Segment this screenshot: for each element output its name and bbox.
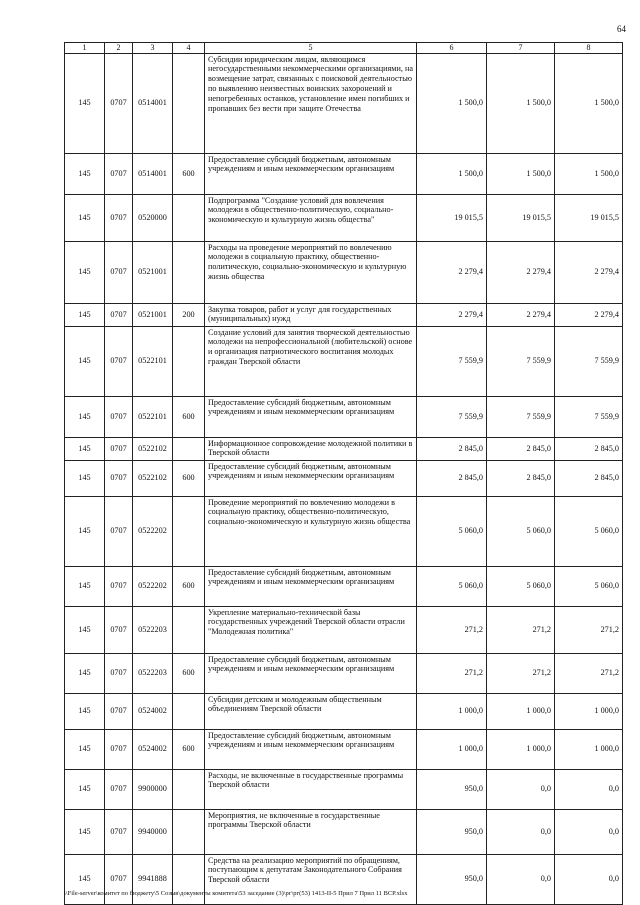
expense-type-cell [173,809,205,854]
target-article-cell: 9900000 [133,769,173,809]
description-cell: Закупка товаров, работ и услуг для государственных (муниципальных) нужд [205,303,417,326]
amount-cell: 0,0 [487,809,555,854]
amount-cell: 950,0 [417,809,487,854]
expense-type-cell: 600 [173,396,205,437]
section-cell: 0707 [105,854,133,904]
amount-cell: 2 279,4 [487,241,555,303]
table-row [65,653,623,693]
code-cell: 145 [65,437,105,460]
amount-cell: 2 845,0 [487,460,555,496]
expense-type-cell [173,437,205,460]
amount-cell: 2 845,0 [555,437,623,460]
amount-cell: 0,0 [487,769,555,809]
target-article-cell: 0522102 [133,460,173,496]
target-article-cell: 0524002 [133,729,173,769]
table-row [65,241,623,303]
expense-type-cell [173,693,205,729]
description-cell: Расходы на проведение мероприятий по вовлечению молодежи в социальную практику, общественно-политическую, социально-экономическую и культурную жизнь общества [205,241,417,303]
expense-type-cell [173,53,205,153]
code-cell: 145 [65,326,105,396]
description-cell: Укрепление материально-технической базы государственных учреждений Тверской области отрасли "Молодежная политика" [205,606,417,653]
expense-type-cell: 600 [173,729,205,769]
table-row [65,809,623,854]
amount-cell: 271,2 [555,606,623,653]
amount-cell: 2 845,0 [555,460,623,496]
section-cell: 0707 [105,729,133,769]
table-row [65,194,623,241]
amount-cell: 1 500,0 [555,53,623,153]
target-article-cell: 9941888 [133,854,173,904]
amount-cell: 1 500,0 [487,53,555,153]
target-article-cell: 0522203 [133,606,173,653]
description-cell: Средства на реализацию мероприятий по обращениям, поступающим к депутатам Законодательного Собрания Тверской области [205,854,417,904]
amount-cell: 0,0 [555,769,623,809]
section-cell: 0707 [105,153,133,194]
code-cell: 145 [65,653,105,693]
description-cell: Субсидии юридическим лицам, являющимся негосударственными некоммерческими организациями, на возмещение затрат, связанных с поисковой деятельностью по выявлению неизвестных воинских захоронений и непогребенных останков, установление имен погибших и пропавших без вести при защите Отечества [205,53,417,153]
amount-cell: 1 000,0 [417,729,487,769]
expense-type-cell [173,606,205,653]
description-cell: Создание условий для занятия творческой деятельностью молодежи на непрофессиональной (любительской) основе и организация патриотического воспитания молодых граждан Тверской области [205,326,417,396]
section-cell: 0707 [105,194,133,241]
budget-table [64,42,623,905]
code-cell: 145 [65,566,105,606]
target-article-cell: 0522101 [133,396,173,437]
target-article-cell: 0524002 [133,693,173,729]
header-cell: 5 [205,43,417,54]
header-cell: 1 [65,43,105,54]
expense-type-cell [173,194,205,241]
amount-cell: 271,2 [487,606,555,653]
section-cell: 0707 [105,566,133,606]
target-article-cell: 0522101 [133,326,173,396]
target-article-cell: 0521001 [133,241,173,303]
amount-cell: 5 060,0 [487,566,555,606]
amount-cell: 2 845,0 [417,460,487,496]
amount-cell: 271,2 [487,653,555,693]
code-cell: 145 [65,854,105,904]
amount-cell: 0,0 [555,854,623,904]
amount-cell: 1 000,0 [555,729,623,769]
amount-cell: 19 015,5 [555,194,623,241]
target-article-cell: 0521001 [133,303,173,326]
header-cell: 2 [105,43,133,54]
code-cell: 145 [65,809,105,854]
target-article-cell: 0514001 [133,153,173,194]
description-cell: Предоставление субсидий бюджетным, автономным учреждениям и иным некоммерческим организациям [205,566,417,606]
amount-cell: 5 060,0 [555,496,623,566]
amount-cell: 950,0 [417,769,487,809]
amount-cell: 950,0 [417,854,487,904]
code-cell: 145 [65,693,105,729]
table-row [65,496,623,566]
code-cell: 145 [65,303,105,326]
expense-type-cell [173,769,205,809]
amount-cell: 2 279,4 [417,241,487,303]
table-row [65,769,623,809]
description-cell: Подпрограмма "Создание условий для вовлечения молодежи в общественно-политическую, социально-экономическую и культурную жизнь общества" [205,194,417,241]
header-cell: 4 [173,43,205,54]
amount-cell: 2 845,0 [487,437,555,460]
amount-cell: 19 015,5 [487,194,555,241]
file-path-footer: \\File-server\комитет по бюджету\5 Созыв\документы комитета\53 заседание (3)\рг\рг(53) 1413-II-5 Прил 7 Прил 11 ВСР.xlsx [64,890,408,897]
description-cell: Мероприятия, не включенные в государственные программы Тверской области [205,809,417,854]
table-row [65,303,623,326]
section-cell: 0707 [105,809,133,854]
description-cell: Предоставление субсидий бюджетным, автономным учреждениям и иным некоммерческим организациям [205,729,417,769]
amount-cell: 7 559,9 [487,396,555,437]
code-cell: 145 [65,769,105,809]
section-cell: 0707 [105,53,133,153]
section-cell: 0707 [105,496,133,566]
amount-cell: 1 000,0 [417,693,487,729]
section-cell: 0707 [105,653,133,693]
code-cell: 145 [65,53,105,153]
target-article-cell: 0522102 [133,437,173,460]
table-row [65,326,623,396]
description-cell: Предоставление субсидий бюджетным, автономным учреждениям и иным некоммерческим организациям [205,396,417,437]
code-cell: 145 [65,194,105,241]
description-cell: Предоставление субсидий бюджетным, автономным учреждениям и иным некоммерческим организациям [205,153,417,194]
description-cell: Расходы, не включенные в государственные программы Тверской области [205,769,417,809]
code-cell: 145 [65,153,105,194]
expense-type-cell: 600 [173,153,205,194]
target-article-cell: 0522202 [133,566,173,606]
target-article-cell: 0514001 [133,53,173,153]
amount-cell: 7 559,9 [417,396,487,437]
description-cell: Предоставление субсидий бюджетным, автономным учреждениям и иным некоммерческим организациям [205,653,417,693]
section-cell: 0707 [105,769,133,809]
table-body [65,53,623,904]
section-cell: 0707 [105,326,133,396]
description-cell: Информационное сопровождение молодежной политики в Тверской области [205,437,417,460]
table-row [65,566,623,606]
description-cell: Субсидии детским и молодежным общественным объединениям Тверской области [205,693,417,729]
amount-cell: 2 279,4 [555,303,623,326]
expense-type-cell [173,241,205,303]
amount-cell: 1 000,0 [555,693,623,729]
amount-cell: 1 000,0 [487,729,555,769]
target-article-cell: 9940000 [133,809,173,854]
amount-cell: 1 500,0 [417,153,487,194]
header-cell: 3 [133,43,173,54]
code-cell: 145 [65,729,105,769]
section-cell: 0707 [105,693,133,729]
expense-type-cell [173,496,205,566]
table-row [65,729,623,769]
amount-cell: 7 559,9 [555,396,623,437]
section-cell: 0707 [105,606,133,653]
section-cell: 0707 [105,303,133,326]
expense-type-cell [173,326,205,396]
page-number: 64 [617,24,626,34]
header-row [65,43,623,54]
amount-cell: 5 060,0 [555,566,623,606]
amount-cell: 2 279,4 [487,303,555,326]
amount-cell: 7 559,9 [417,326,487,396]
amount-cell: 2 845,0 [417,437,487,460]
target-article-cell: 0522202 [133,496,173,566]
expense-type-cell: 600 [173,653,205,693]
amount-cell: 5 060,0 [417,566,487,606]
section-cell: 0707 [105,460,133,496]
table-row [65,437,623,460]
header-cell: 6 [417,43,487,54]
amount-cell: 0,0 [555,809,623,854]
code-cell: 145 [65,606,105,653]
description-cell: Предоставление субсидий бюджетным, автономным учреждениям и иным некоммерческим организациям [205,460,417,496]
amount-cell: 2 279,4 [555,241,623,303]
expense-type-cell: 600 [173,566,205,606]
expense-type-cell: 200 [173,303,205,326]
amount-cell: 7 559,9 [555,326,623,396]
code-cell: 145 [65,241,105,303]
amount-cell: 271,2 [417,606,487,653]
code-cell: 145 [65,460,105,496]
amount-cell: 1 000,0 [487,693,555,729]
amount-cell: 1 500,0 [417,53,487,153]
code-cell: 145 [65,396,105,437]
amount-cell: 5 060,0 [487,496,555,566]
amount-cell: 2 279,4 [417,303,487,326]
expense-type-cell: 600 [173,460,205,496]
table-row [65,53,623,153]
table-row [65,396,623,437]
table-row [65,606,623,653]
amount-cell: 1 500,0 [487,153,555,194]
target-article-cell: 0522203 [133,653,173,693]
header-cell: 8 [555,43,623,54]
amount-cell: 7 559,9 [487,326,555,396]
table-row [65,153,623,194]
table-row [65,460,623,496]
amount-cell: 271,2 [555,653,623,693]
section-cell: 0707 [105,396,133,437]
amount-cell: 19 015,5 [417,194,487,241]
amount-cell: 1 500,0 [555,153,623,194]
amount-cell: 0,0 [487,854,555,904]
description-cell: Проведение мероприятий по вовлечению молодежи в социальную практику, общественно-политическую, социально-экономическую и культурную жизнь общества [205,496,417,566]
code-cell: 145 [65,496,105,566]
header-cell: 7 [487,43,555,54]
table-row [65,693,623,729]
amount-cell: 5 060,0 [417,496,487,566]
section-cell: 0707 [105,241,133,303]
amount-cell: 271,2 [417,653,487,693]
target-article-cell: 0520000 [133,194,173,241]
section-cell: 0707 [105,437,133,460]
